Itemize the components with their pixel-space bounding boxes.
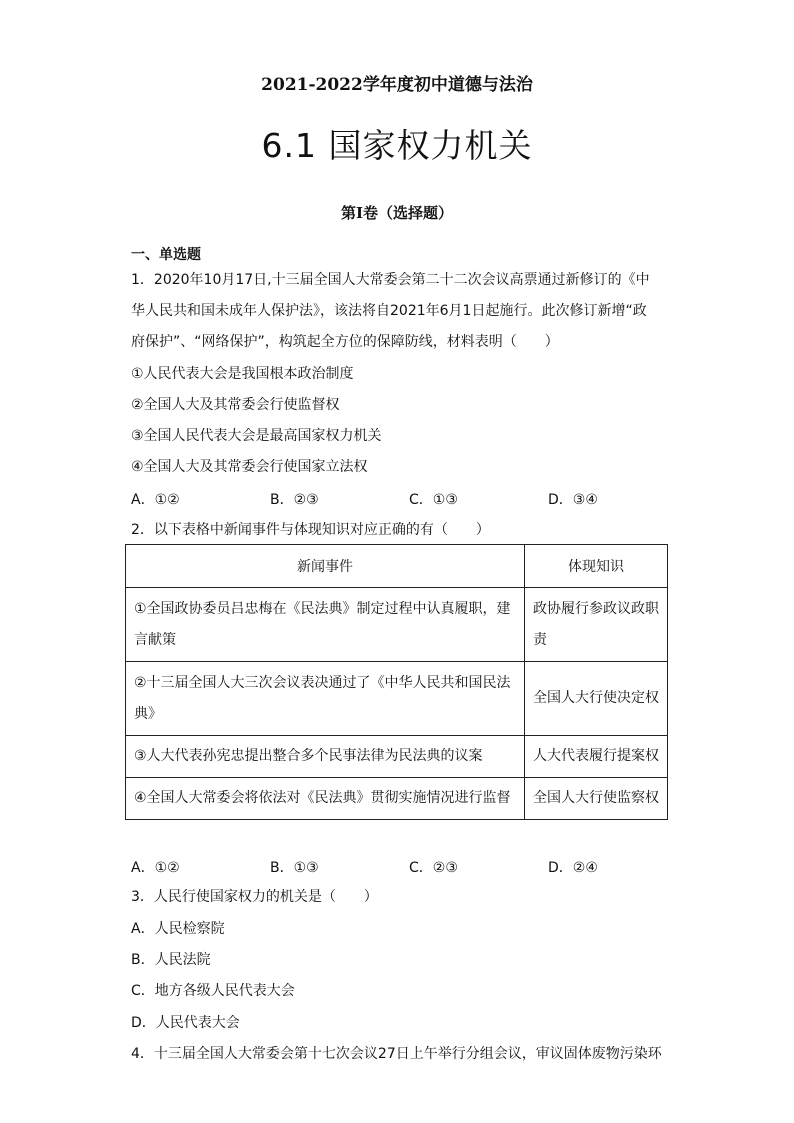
table-row [126,662,668,736]
table-cell-event: ③人大代表孙宪忠提出整合多个民事法律为民法典的议案 [126,736,525,778]
q4-stem: 4．十三届全国人大常委会第十七次会议27日上午举行分组会议，审议固体废物污染环 [131,1046,662,1062]
cell-line: ①全国政协委员吕忠梅在《民法典》制定过程中认真履职，建 [134,600,511,617]
table-header-row [126,545,668,588]
q1-option-b[interactable]: B．②③ [270,492,319,508]
q2-option-c[interactable]: C．②③ [409,860,458,876]
q2-option-a[interactable]: A．①② [131,860,180,876]
page-title: 6.1 国家权力机关 [261,126,533,165]
cell-line: 典》 [134,705,162,722]
table-cell-event [126,662,525,736]
table-cell-event [126,588,525,662]
q1-option-a[interactable]: A．①② [131,492,180,508]
q3-option-c[interactable]: C．地方各级人民代表大会 [131,983,295,999]
table-row [126,736,668,778]
volume-heading: 第I卷（选择题） [340,204,454,222]
q1-statement-4: ④全国人大及其常委会行使国家立法权 [131,459,368,475]
table-cell-knowledge: 全国人大行使监察权 [525,778,668,820]
cell-line: 言献策 [134,631,176,648]
q2-option-b[interactable]: B．①③ [270,860,319,876]
q1-stem-line-2: 华人民共和国未成年人保护法》，该法将自2021年6月1日起施行。此次修订新增“政 [131,303,647,319]
q3-stem: 3．人民行使国家权力的机关是（ ） [131,889,378,905]
table-header-knowledge: 体现知识 [525,545,668,588]
q1-statement-3: ③全国人民代表大会是最高国家权力机关 [131,428,382,444]
q1-statement-2: ②全国人大及其常委会行使监督权 [131,397,340,413]
table-cell-knowledge [525,588,668,662]
cell-line: ②十三届全国人大三次会议表决通过了《中华人民共和国民法 [134,674,511,691]
q3-option-b[interactable]: B．人民法院 [131,952,211,968]
q1-stem-line-1: 1．2020年10月17日,十三届全国人大常委会第二十二次会议高票通过新修订的《中 [131,272,650,288]
q1-stem-line-3: 府保护”、“网络保护”，构筑起全方位的保障防线，材料表明（ ） [131,334,559,350]
q1-option-d[interactable]: D．③④ [548,492,598,508]
section-heading: 一、单选题 [131,247,201,263]
q3-option-d[interactable]: D．人民代表大会 [131,1015,240,1031]
cell-line: 政协履行参政议政职 [533,600,659,617]
q1-options [131,489,691,509]
q2-option-d[interactable]: D．②④ [548,860,598,876]
q2-options [131,857,691,877]
cell-line: 责 [533,631,547,648]
q3-option-a[interactable]: A．人民检察院 [131,921,225,937]
table-row [126,778,668,820]
q1-statement-1: ①人民代表大会是我国根本政治制度 [131,366,354,382]
table-row [126,588,668,662]
table-cell-event: ④全国人大常委会将依法对《民法典》贯彻实施情况进行监督 [126,778,525,820]
news-knowledge-table [125,544,668,820]
table-cell-knowledge: 全国人大行使决定权 [525,662,668,736]
table-header-event: 新闻事件 [126,545,525,588]
table-cell-knowledge: 人大代表履行提案权 [525,736,668,778]
q1-option-c[interactable]: C．①③ [409,492,458,508]
document-header: 2021-2022学年度初中道德与法治 [261,75,533,95]
q2-stem: 2．以下表格中新闻事件与体现知识对应正确的有（ ） [131,522,490,538]
